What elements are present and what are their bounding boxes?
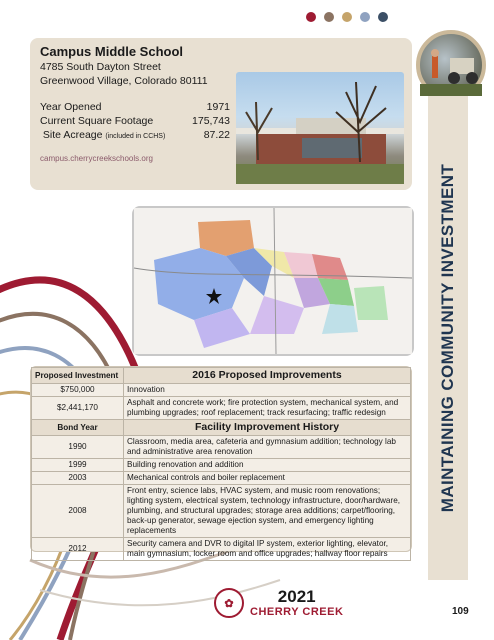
table-row	[32, 384, 411, 397]
stat-square-footage	[40, 114, 230, 128]
stat-label: Year Opened	[40, 101, 102, 113]
table-row	[32, 472, 411, 485]
header-color-dots	[306, 12, 388, 22]
table-row	[32, 397, 411, 420]
stat-label: Current Square Footage	[40, 115, 154, 127]
side-title: MAINTAINING COMMUNITY INVESTMENT	[438, 163, 457, 513]
history-description: Classroom, media area, cafeteria and gymnasium addition; technology lab and administrative area renovation	[124, 436, 411, 459]
page-number: 109	[452, 606, 469, 617]
color-dot-1	[306, 12, 316, 22]
school-city: Greenwood Village, Colorado 80111	[40, 75, 208, 87]
school-name: Campus Middle School	[40, 44, 184, 59]
color-dot-4	[360, 12, 370, 22]
school-info-card	[30, 38, 412, 190]
proposed-investment-header: Proposed Investment	[32, 368, 124, 384]
color-dot-2	[324, 12, 334, 22]
school-building-photo	[236, 72, 404, 184]
table-row	[32, 538, 411, 561]
cherry-creek-logo	[214, 588, 343, 618]
history-year: 1999	[32, 459, 124, 472]
stat-value: 1971	[206, 101, 230, 113]
stat-site-acreage	[40, 128, 230, 144]
proposed-amount: $750,000	[32, 384, 124, 397]
proposed-amount: $2,441,170	[32, 397, 124, 420]
color-dot-5	[378, 12, 388, 22]
color-dot-3	[342, 12, 352, 22]
proposed-description: Asphalt and concrete work; fire protection system, mechanical system, and plumbing upgrades; roof replacement; track resurfacing; traffic redesign	[124, 397, 411, 420]
investment-table	[30, 366, 412, 558]
history-year: 1990	[32, 436, 124, 459]
facility-history-title: Facility Improvement History	[124, 420, 411, 436]
table-row	[32, 459, 411, 472]
history-description: Building renovation and addition	[124, 459, 411, 472]
cherry-creek-seal-icon: ✿	[214, 588, 244, 618]
stat-year-opened	[40, 100, 230, 114]
table-row	[32, 436, 411, 459]
stat-note: (included in CCHS)	[105, 133, 166, 140]
school-website-link[interactable]: campus.cherrycreekschools.org	[40, 154, 153, 163]
history-year: 2012	[32, 538, 124, 561]
proposed-improvements-title: 2016 Proposed Improvements	[124, 368, 411, 384]
history-year: 2003	[32, 472, 124, 485]
stat-value: 87.22	[203, 129, 230, 141]
logo-year: 2021	[277, 587, 316, 606]
bond-year-header: Bond Year	[32, 420, 124, 436]
school-street: 4785 South Dayton Street	[40, 61, 161, 73]
district-boundary-map	[132, 206, 414, 356]
history-year: 2008	[32, 485, 124, 538]
logo-org-name: CHERRY CREEK	[250, 606, 344, 618]
stat-value: 175,743	[192, 115, 230, 127]
history-description: Mechanical controls and boiler replacement	[124, 472, 411, 485]
history-description: Security camera and DVR to digital IP system, exterior lighting, elevator, main gymnasium, locker room and office upgrades; hallway floor repairs	[124, 538, 411, 561]
proposed-description: Innovation	[124, 384, 411, 397]
history-header-row	[32, 420, 411, 436]
table-row	[32, 485, 411, 538]
history-description: Front entry, science labs, HVAC system, and music room renovations; lighting system, electrical system, technology infrastructure, door/hardware, plumbing, and structural upgrades; storage area additions; carpet/flooring, back-up generator, sewage ejection system, and emergency lighting replacements	[124, 485, 411, 538]
proposed-header-row	[32, 368, 411, 384]
stat-label: Site Acreage	[42, 129, 103, 141]
maintenance-crew-photo	[416, 30, 486, 100]
